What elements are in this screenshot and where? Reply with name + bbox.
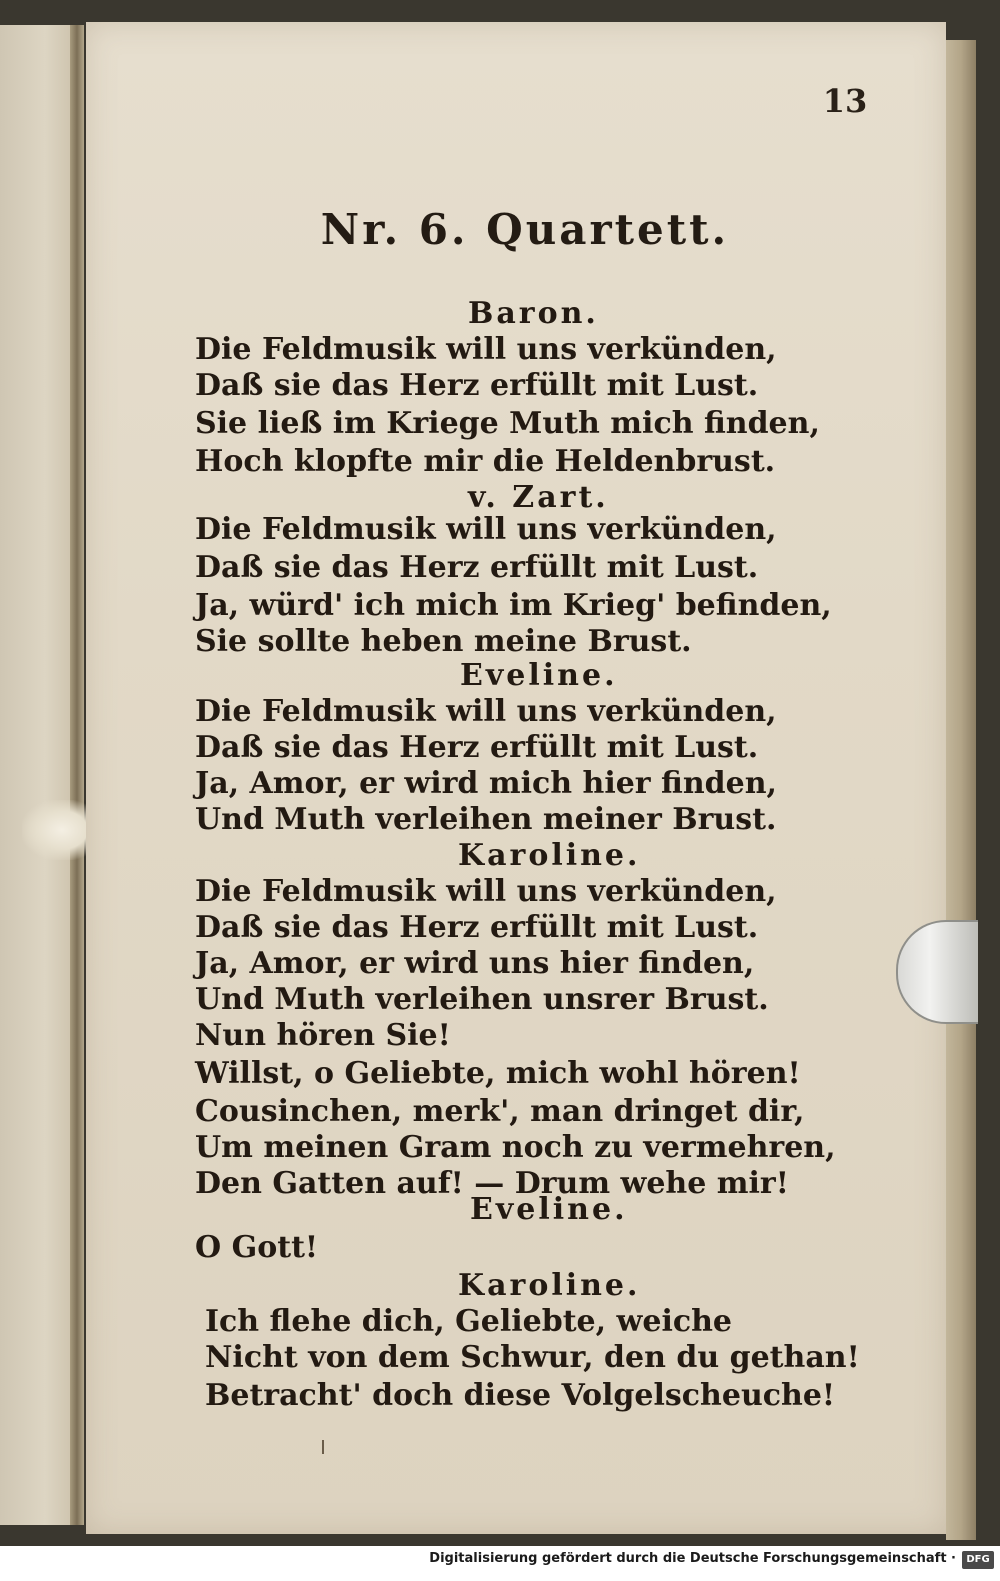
- verse-line: Daß sie das Herz erfüllt mit Lust.: [195, 550, 759, 585]
- verse-line: Daß sie das Herz erfüllt mit Lust.: [195, 730, 759, 765]
- verse-line: Ich flehe dich, Geliebte, weiche: [205, 1304, 733, 1339]
- speaker-name: Karoline.: [458, 838, 641, 873]
- verse-line: Nun hören Sie!: [195, 1018, 451, 1053]
- verse-line: Willst, o Geliebte, mich wohl hören!: [195, 1056, 801, 1091]
- verse-line: Betracht' doch diese Volgelscheuche!: [205, 1378, 836, 1413]
- verse-line: Und Muth verleihen meiner Brust.: [195, 802, 777, 837]
- verse-line: Und Muth verleihen unsrer Brust.: [195, 982, 769, 1017]
- speaker-name: Eveline.: [470, 1192, 628, 1227]
- speaker-name: v. Zart.: [468, 480, 609, 515]
- verse-line: Ja, würd' ich mich im Krieg' befinden,: [195, 588, 832, 623]
- verse-line: Die Feldmusik will uns verkünden,: [195, 512, 777, 547]
- verse-line: Ja, Amor, er wird uns hier finden,: [195, 946, 755, 981]
- book-spine: [70, 25, 84, 1525]
- verse-line: Cousinchen, merk', man dringet dir,: [195, 1094, 805, 1129]
- verse-line: O Gott!: [195, 1230, 319, 1265]
- page-number: 13: [822, 82, 868, 120]
- printer-mark: [322, 1440, 324, 1454]
- verse-line: Daß sie das Herz erfüllt mit Lust.: [195, 368, 759, 403]
- speaker-name: Karoline.: [458, 1268, 641, 1303]
- verse-line: Nicht von dem Schwur, den du gethan!: [205, 1340, 860, 1375]
- page-heading: Nr. 6. Quartett.: [320, 205, 730, 254]
- verse-line: Daß sie das Herz erfüllt mit Lust.: [195, 910, 759, 945]
- verse-line: Die Feldmusik will uns verkünden,: [195, 332, 777, 367]
- dfg-logo: DFG: [962, 1551, 994, 1569]
- verse-line: Die Feldmusik will uns verkünden,: [195, 874, 777, 909]
- verse-line: Den Gatten auf! — Drum wehe mir!: [195, 1166, 789, 1201]
- verse-line: Die Feldmusik will uns verkünden,: [195, 694, 777, 729]
- verse-line: Ja, Amor, er wird mich hier finden,: [195, 766, 777, 801]
- verse-line: Hoch klopfte mir die Heldenbrust.: [195, 444, 776, 479]
- verse-line: Sie ließ im Kriege Muth mich finden,: [195, 406, 820, 441]
- funding-credit: Digitalisierung gefördert durch die Deutsche Forschungsgemeinschaft ·: [429, 1551, 956, 1566]
- page-block-edge: [946, 40, 976, 1540]
- speaker-name: Baron.: [468, 296, 599, 331]
- verse-line: Sie sollte heben meine Brust.: [195, 624, 692, 659]
- verse-line: Um meinen Gram noch zu vermehren,: [195, 1130, 836, 1165]
- speaker-name: Eveline.: [460, 658, 618, 693]
